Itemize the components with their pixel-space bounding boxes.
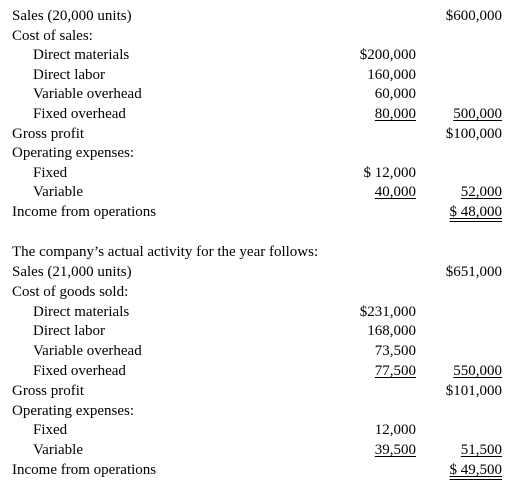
row-label: Fixed overhead (33, 363, 126, 379)
total-amount: $101,000 (445, 382, 502, 399)
actual-activity-intro (0, 242, 519, 262)
detail-amount: $231,000 (359, 303, 416, 320)
row-label: Direct materials (33, 47, 130, 64)
row-label: Fixed overhead (33, 106, 126, 122)
total-amount: $ 48,000 (449, 204, 502, 220)
total-amount: $600,000 (445, 8, 502, 24)
statement-row-direct-labor (0, 65, 519, 85)
row-label: Variable (33, 184, 83, 201)
row-label: Income from operations (12, 204, 157, 220)
statement-row-gross-profit (0, 381, 519, 401)
row-label: Sales (20,000 units) (12, 8, 132, 24)
detail-amount: 12,000 (374, 422, 416, 439)
statement-row-sales-21-000-units (0, 262, 519, 282)
statement-row-direct-materials (0, 45, 519, 65)
row-label: Variable overhead (33, 343, 142, 360)
detail-amount: 60,000 (374, 86, 416, 103)
detail-amount: 77,500 (374, 363, 416, 379)
detail-amount: $200,000 (359, 47, 416, 64)
statement-row-variable (0, 182, 519, 202)
row-label: Cost of goods sold: (12, 283, 129, 300)
statement-row-direct-labor (0, 321, 519, 341)
row-label: Variable overhead (33, 86, 142, 103)
row-label: Operating expenses: (12, 145, 135, 162)
statement-row-variable (0, 440, 519, 460)
row-label: Sales (21,000 units) (12, 264, 132, 280)
total-amount: $100,000 (445, 125, 502, 142)
total-amount: 500,000 (453, 106, 502, 122)
row-label: Gross profit (12, 125, 85, 142)
statement-row-cost-of-goods-sold (0, 282, 519, 302)
detail-amount: 160,000 (367, 66, 416, 83)
row-label: Operating expenses: (12, 402, 135, 419)
detail-amount: $ 12,000 (363, 164, 416, 181)
statement-row-income-from-operations (0, 460, 519, 480)
statement-row-gross-profit (0, 124, 519, 144)
statement-row-sales-20-000-units (0, 6, 519, 26)
total-amount: $651,000 (445, 264, 502, 280)
detail-amount: 39,500 (374, 442, 416, 459)
statement-row-direct-materials (0, 302, 519, 322)
detail-amount: 80,000 (374, 106, 416, 122)
statement-row-variable-overhead (0, 84, 519, 104)
statement-row-operating-expenses (0, 143, 519, 163)
intro-text: The company’s actual activity for the year follows: (12, 244, 319, 260)
row-label: Fixed (33, 422, 68, 439)
total-amount: 51,500 (460, 442, 502, 459)
detail-amount: 73,500 (374, 343, 416, 360)
total-amount: 550,000 (453, 363, 502, 379)
statement-row-fixed (0, 163, 519, 183)
statement-row-operating-expenses (0, 401, 519, 421)
row-label: Gross profit (12, 382, 85, 399)
detail-amount: 168,000 (367, 323, 416, 340)
statement-row-cost-of-sales (0, 26, 519, 46)
detail-amount: 40,000 (374, 184, 416, 201)
row-label: Variable (33, 442, 83, 459)
row-label: Direct materials (33, 303, 130, 320)
row-label: Income from operations (12, 462, 157, 478)
statement-row-variable-overhead (0, 341, 519, 361)
row-label: Fixed (33, 164, 68, 181)
row-label: Direct labor (33, 66, 106, 83)
row-label: Direct labor (33, 323, 106, 340)
row-label: Cost of sales: (12, 27, 93, 44)
statement-row-fixed-overhead (0, 104, 519, 124)
total-amount: 52,000 (460, 184, 502, 201)
statement-row-fixed (0, 420, 519, 440)
statement-row-fixed-overhead (0, 361, 519, 381)
statement-row-income-from-operations (0, 202, 519, 222)
total-amount: $ 49,500 (449, 462, 502, 478)
